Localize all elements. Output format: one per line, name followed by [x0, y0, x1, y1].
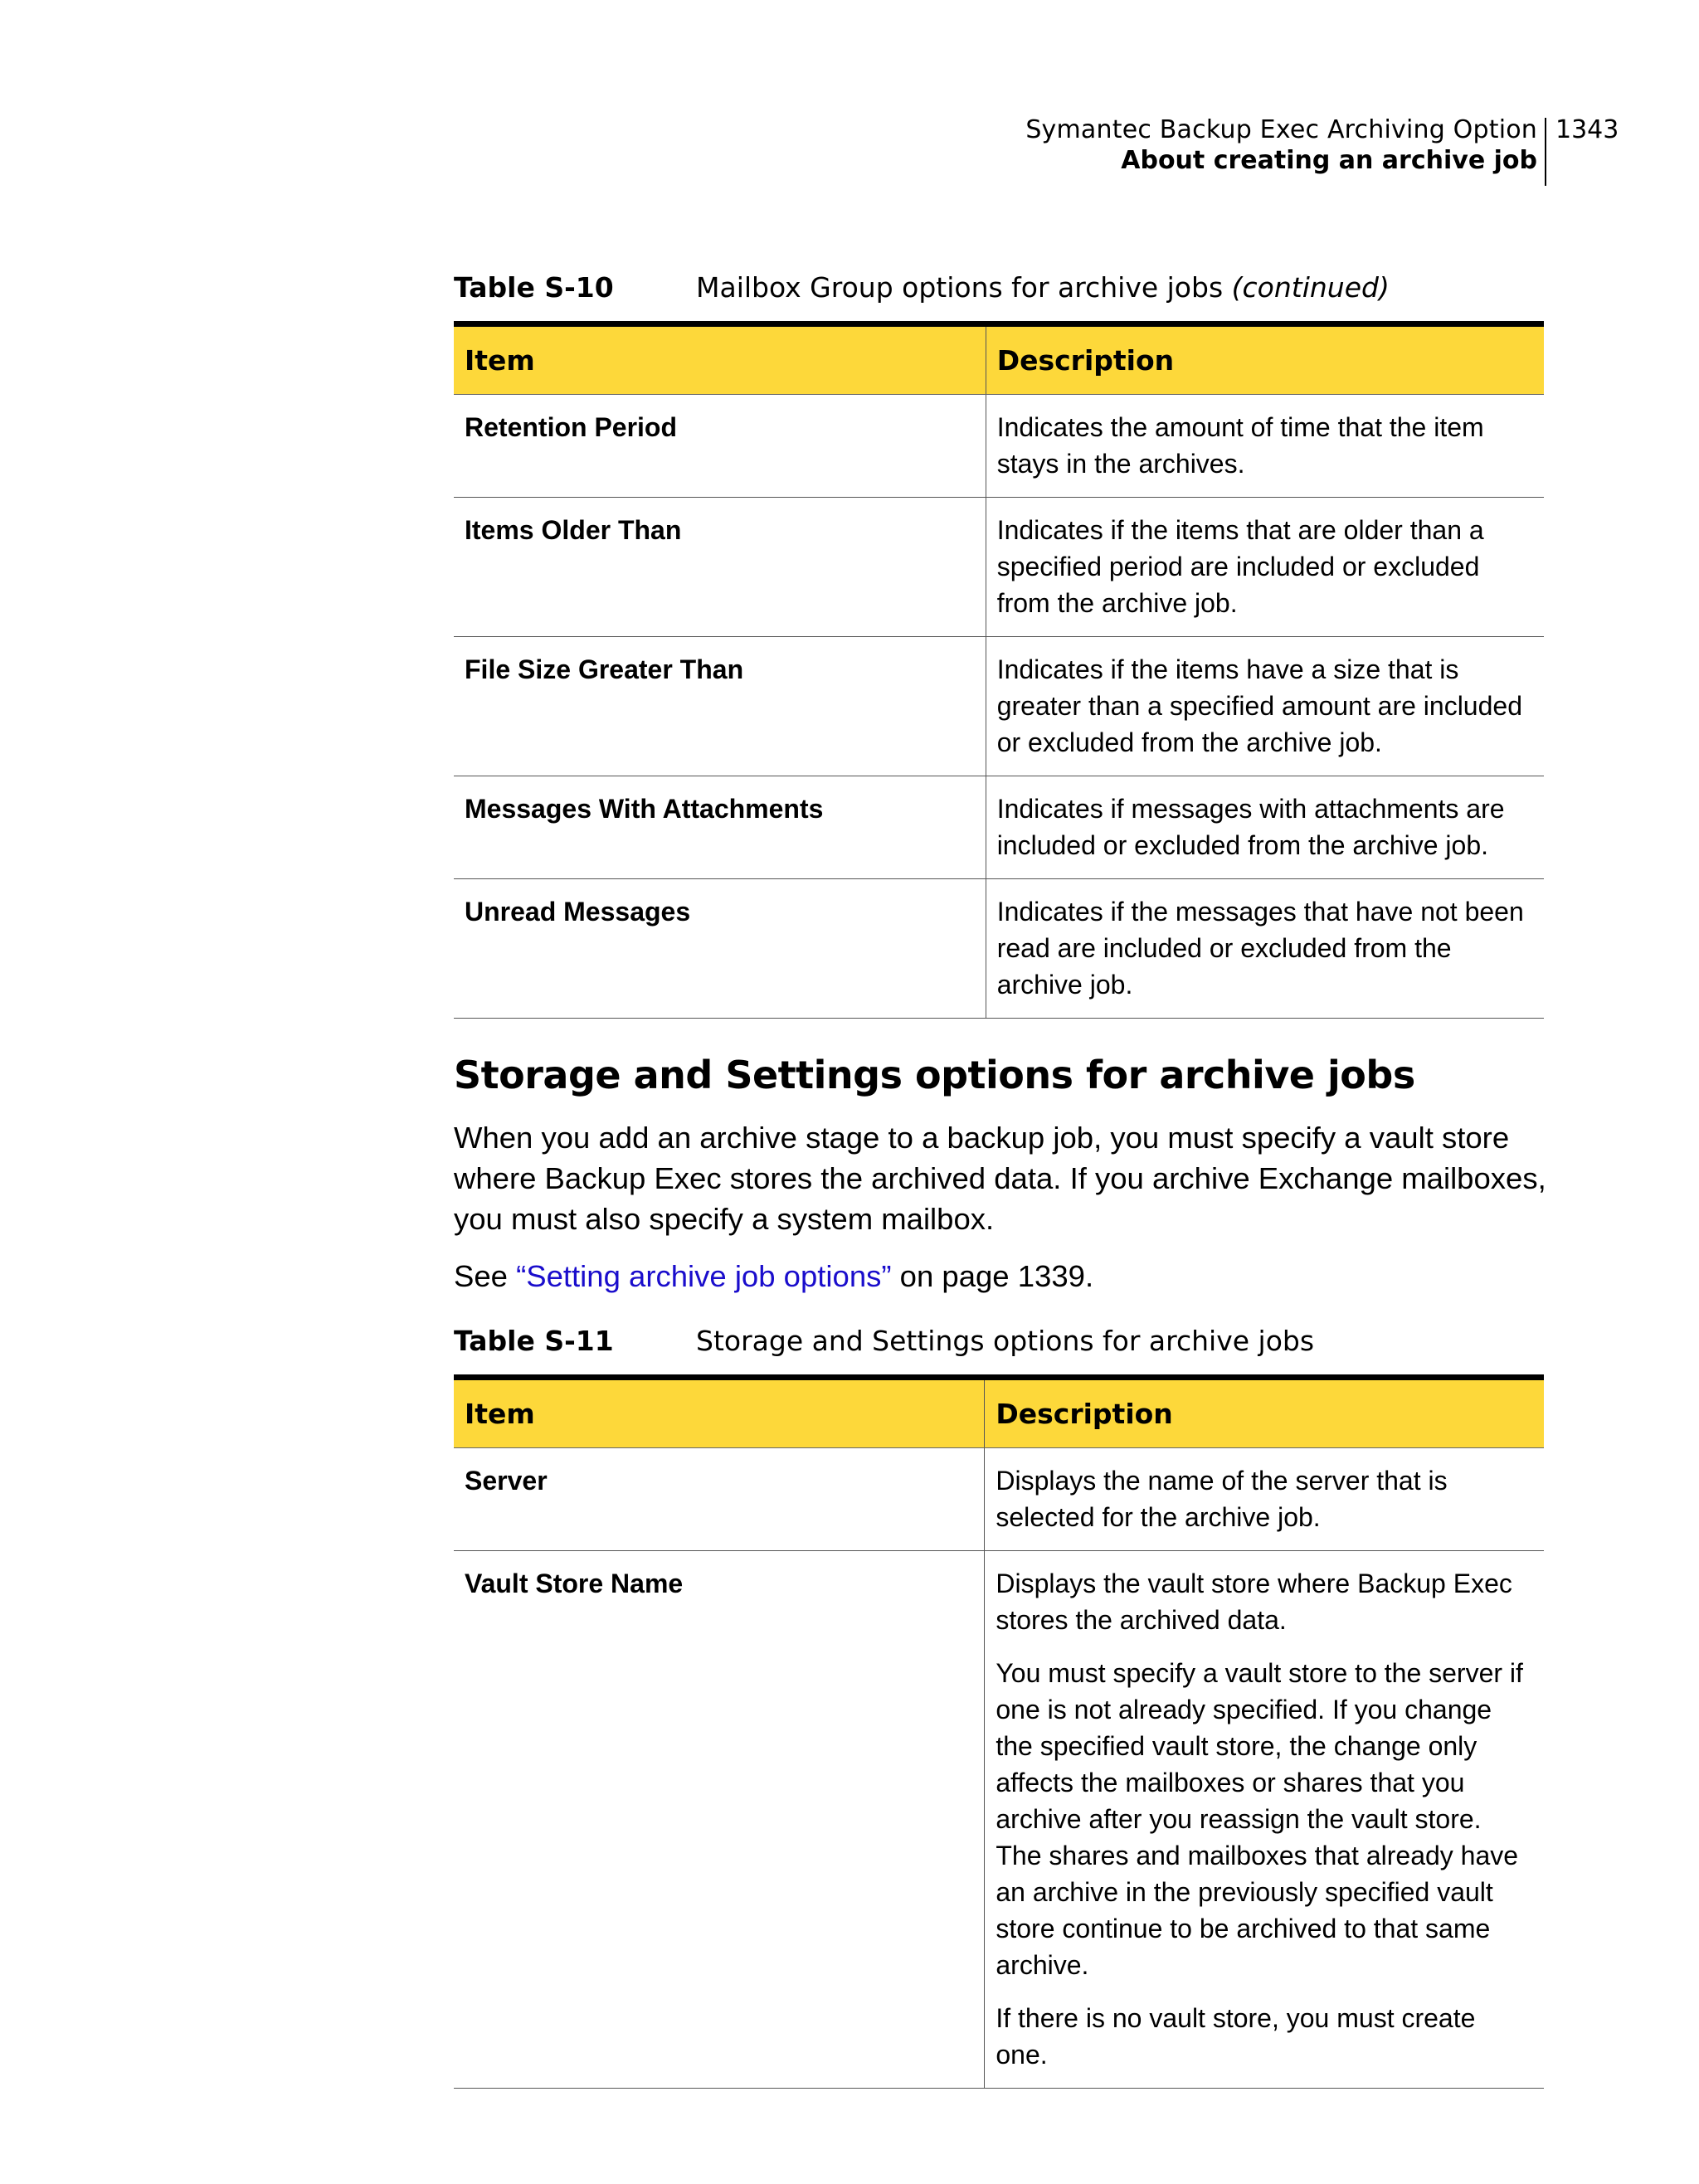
description-paragraph: You must specify a vault store to the server if one is not already specified. If you change the specified vault store, the change only affects the mailboxes or shares that you archive after you reassign the vault store. The shares and mailboxes that already have an archive in the previously specified vault store continue to be archived to that same archive.: [996, 1658, 1523, 1980]
description-paragraph: Indicates if the items have a size that is greater than a specified amount are included or excluded from the archive job.: [996, 654, 1522, 757]
row-item: Vault Store Name: [454, 1551, 985, 2089]
row-item: Retention Period: [454, 395, 986, 498]
running-header-text: [1025, 114, 1537, 176]
table-s10: [454, 321, 1544, 1019]
see-also-line: [454, 1256, 1557, 1296]
intro-paragraph: When you add an archive stage to a backup job, you must specify a vault store where Backup Exec stores the archived data. If you archive Exchange mailboxes, you must also specify a system mailbox.: [454, 1121, 1546, 1236]
table-s10-continued: (continued): [1231, 271, 1390, 304]
page-number: 1343: [1555, 115, 1619, 144]
description-paragraph: If there is no vault store, you must create one.: [996, 2003, 1476, 2070]
row-item: File Size Greater Than: [454, 637, 986, 776]
row-item: Unread Messages: [454, 879, 986, 1019]
column-header-description: Description: [985, 1378, 1544, 1448]
column-header-item: Item: [454, 324, 986, 395]
table-row: [454, 498, 1544, 637]
see-prefix: See: [454, 1259, 517, 1293]
table-s11-title: Storage and Settings options for archive jobs: [696, 1325, 1315, 1357]
table-s10-title-text: Mailbox Group options for archive jobs: [696, 271, 1224, 304]
row-description: [985, 1551, 1544, 2089]
table-row: [454, 395, 1544, 498]
row-description: [986, 498, 1544, 637]
description-paragraph: Indicates if the messages that have not been read are included or excluded from the archive job.: [996, 897, 1524, 1000]
see-suffix: on page 1339.: [891, 1259, 1094, 1293]
running-header: [0, 114, 1699, 189]
row-item: Messages With Attachments: [454, 776, 986, 879]
cross-reference-link[interactable]: “Setting archive job options”: [516, 1259, 892, 1293]
table-header-row: [454, 1378, 1544, 1448]
column-header-item: Item: [454, 1378, 985, 1448]
description-paragraph: Indicates if messages with attachments are included or excluded from the archive job.: [996, 794, 1505, 860]
description-paragraph: Indicates the amount of time that the item stays in the archives.: [996, 412, 1484, 479]
table-row: [454, 776, 1544, 879]
description-paragraph: Displays the vault store where Backup Exec stores the archived data.: [996, 1569, 1512, 1635]
table-s10-title: [696, 271, 1390, 304]
row-description: [986, 879, 1544, 1019]
row-description: [985, 1448, 1544, 1551]
column-header-description: Description: [986, 324, 1544, 395]
description-paragraph: Displays the name of the server that is selected for the archive job.: [996, 1466, 1448, 1532]
description-paragraph: Indicates if the items that are older than a specified period are included or excluded from the archive job.: [996, 515, 1484, 618]
table-row: [454, 879, 1544, 1019]
chapter-title: Symantec Backup Exec Archiving Option: [1025, 115, 1537, 144]
table-row: [454, 1551, 1544, 2089]
table-s10-label: Table S-10: [454, 271, 614, 304]
table-row: [454, 637, 1544, 776]
table-header-row: [454, 324, 1544, 395]
row-item: Items Older Than: [454, 498, 986, 637]
row-description: [986, 395, 1544, 498]
row-item: Server: [454, 1448, 985, 1551]
row-description: [986, 637, 1544, 776]
section-title: About creating an archive job: [1121, 146, 1537, 175]
header-divider: [1545, 118, 1546, 186]
table-s11: [454, 1374, 1544, 2089]
row-description: [986, 776, 1544, 879]
table-s11-label: Table S-11: [454, 1325, 614, 1357]
table-row: [454, 1448, 1544, 1551]
section-heading: Storage and Settings options for archive jobs: [454, 1053, 1415, 1097]
